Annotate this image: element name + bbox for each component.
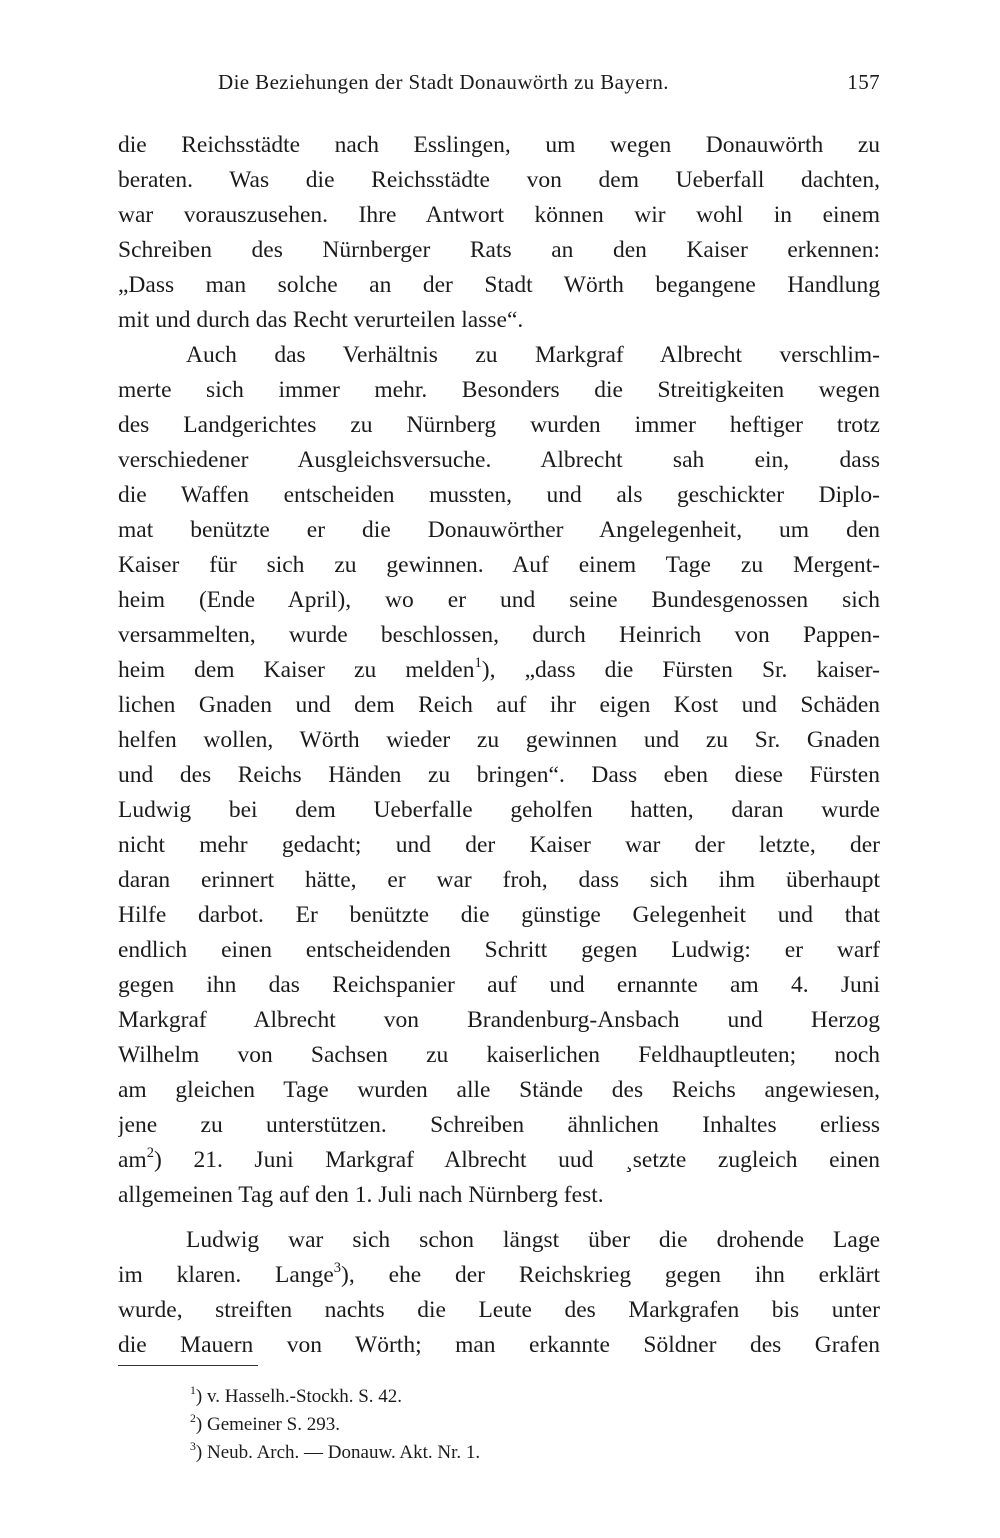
paragraph-3: [118, 1223, 880, 1363]
text-line: die Mauern von Wörth; man erkannte Söldner des Grafen: [118, 1332, 880, 1358]
text-line: die Reichsstädte nach Esslingen, um wegen Donauwörth zu: [118, 132, 880, 158]
text-line: wurde, streiften nachts die Leute des Markgrafen bis unter: [118, 1297, 880, 1323]
body-text: [118, 128, 880, 1363]
text-line: „Dass man solche an der Stadt Wörth begangene Handlung: [118, 272, 880, 298]
text-line: am gleichen Tage wurden alle Stände des Reichs angewiesen,: [118, 1077, 880, 1103]
line-tail: ) 21. Juni Markgraf Albrecht uud ¸setzte zugleich einen: [154, 1147, 880, 1173]
text-line: war vorauszusehen. Ihre Antwort können wir wohl in einem: [118, 202, 880, 228]
text-line: Auch das Verhältnis zu Markgraf Albrecht verschlim-: [186, 342, 880, 368]
footnote-marker: 3: [333, 1259, 342, 1276]
text-line: endlich einen entscheidenden Schritt gegen Ludwig: er warf: [118, 937, 880, 963]
running-title: Die Beziehungen der Stadt Donauwörth zu Bayern.: [218, 70, 669, 94]
text-line: beraten. Was die Reichsstädte von dem Ueberfall dachten,: [118, 167, 880, 193]
footnote-3: $^3$) Neub. Arch. — Donauw. Akt. Nr. 1.: [190, 1439, 481, 1463]
paragraph-1: [118, 128, 880, 338]
text-line: versammelten, wurde beschlossen, durch Heinrich von Pappen-: [118, 622, 880, 648]
text-line: allgemeinen Tag auf den 1. Juli nach Nürnberg fest.: [118, 1182, 604, 1208]
text-line: und des Reichs Händen zu bringen“. Dass eben diese Fürsten: [118, 762, 880, 788]
text-line: Hilfe darbot. Er benützte die günstige Gelegenheit und that: [118, 902, 880, 928]
text-line-with-footnote: [118, 653, 880, 688]
footnotes: [190, 1383, 790, 1467]
footnote-rule: [118, 1365, 258, 1366]
text-line: jene zu unterstützen. Schreiben ähnlichen Inhaltes erliess: [118, 1112, 880, 1138]
footnote-marker: 1: [474, 654, 482, 671]
text-line: lichen Gnaden und dem Reich auf ihr eigen Kost und Schäden: [118, 692, 880, 718]
footnote-text: Gemeiner S. 293.: [206, 1414, 340, 1435]
text-line: des Landgerichtes zu Nürnberg wurden immer heftiger trotz: [118, 412, 880, 438]
text-line: Markgraf Albrecht von Brandenburg-Ansbach und Herzog: [118, 1007, 880, 1033]
paragraph-gap: [118, 1213, 880, 1223]
line-head: am: [118, 1147, 147, 1173]
text-line-with-footnote: [118, 1258, 880, 1293]
page-number: 157: [847, 70, 880, 94]
text-line: nicht mehr gedacht; und der Kaiser war der letzte, der: [118, 832, 880, 858]
text-line: helfen wollen, Wörth wieder zu gewinnen und zu Sr. Gnaden: [118, 727, 880, 753]
running-head: [118, 70, 880, 98]
line-tail: ), ehe der Reichskrieg gegen ihn erklärt: [341, 1262, 880, 1288]
text-line: merte sich immer mehr. Besonders die Streitigkeiten wegen: [118, 377, 880, 403]
text-line: Schreiben des Nürnberger Rats an den Kaiser erkennen:: [118, 237, 880, 263]
text-line: Ludwig war sich schon längst über die drohende Lage: [186, 1227, 880, 1253]
footnote-number: 2: [190, 1411, 196, 1425]
line-tail: ), „dass die Fürsten Sr. kaiser-: [481, 657, 880, 683]
text-line: mat benützte er die Donauwörther Angelegenheit, um den: [118, 517, 880, 543]
text-line: heim (Ende April), wo er und seine Bundesgenossen sich: [118, 587, 880, 613]
text-line: mit und durch das Recht verurteilen lasse“.: [118, 307, 524, 333]
text-line: Kaiser für sich zu gewinnen. Auf einem Tage zu Mergent-: [118, 552, 880, 578]
text-line: verschiedener Ausgleichsversuche. Albrecht sah ein, dass: [118, 447, 880, 473]
text-line: gegen ihn das Reichspanier auf und ernannte am 4. Juni: [118, 972, 880, 998]
footnote-number: 1: [190, 1383, 196, 1397]
text-line: daran erinnert hätte, er war froh, dass sich ihm überhaupt: [118, 867, 880, 893]
footnote-text: Neub. Arch. — Donauw. Akt. Nr. 1.: [206, 1442, 481, 1463]
line-head: im klaren. Lange: [118, 1262, 334, 1288]
text-line-with-footnote: [118, 1143, 880, 1178]
footnote-2: $^2$) Gemeiner S. 293.: [190, 1411, 340, 1435]
line-head: heim dem Kaiser zu melden: [118, 657, 475, 683]
text-line: die Waffen entscheiden mussten, und als geschickter Diplo-: [118, 482, 880, 508]
paragraph-2: [118, 338, 880, 1213]
footnote-1: $^1$) v. Hasselh.-Stockh. S. 42.: [190, 1383, 403, 1407]
text-line: Wilhelm von Sachsen zu kaiserlichen Feldhauptleuten; noch: [118, 1042, 880, 1068]
footnote-marker: 2: [146, 1144, 154, 1161]
footnote-text: v. Hasselh.-Stockh. S. 42.: [206, 1386, 403, 1407]
text-line: Ludwig bei dem Ueberfalle geholfen hatten, daran wurde: [118, 797, 880, 823]
footnote-number: 3: [190, 1439, 196, 1453]
